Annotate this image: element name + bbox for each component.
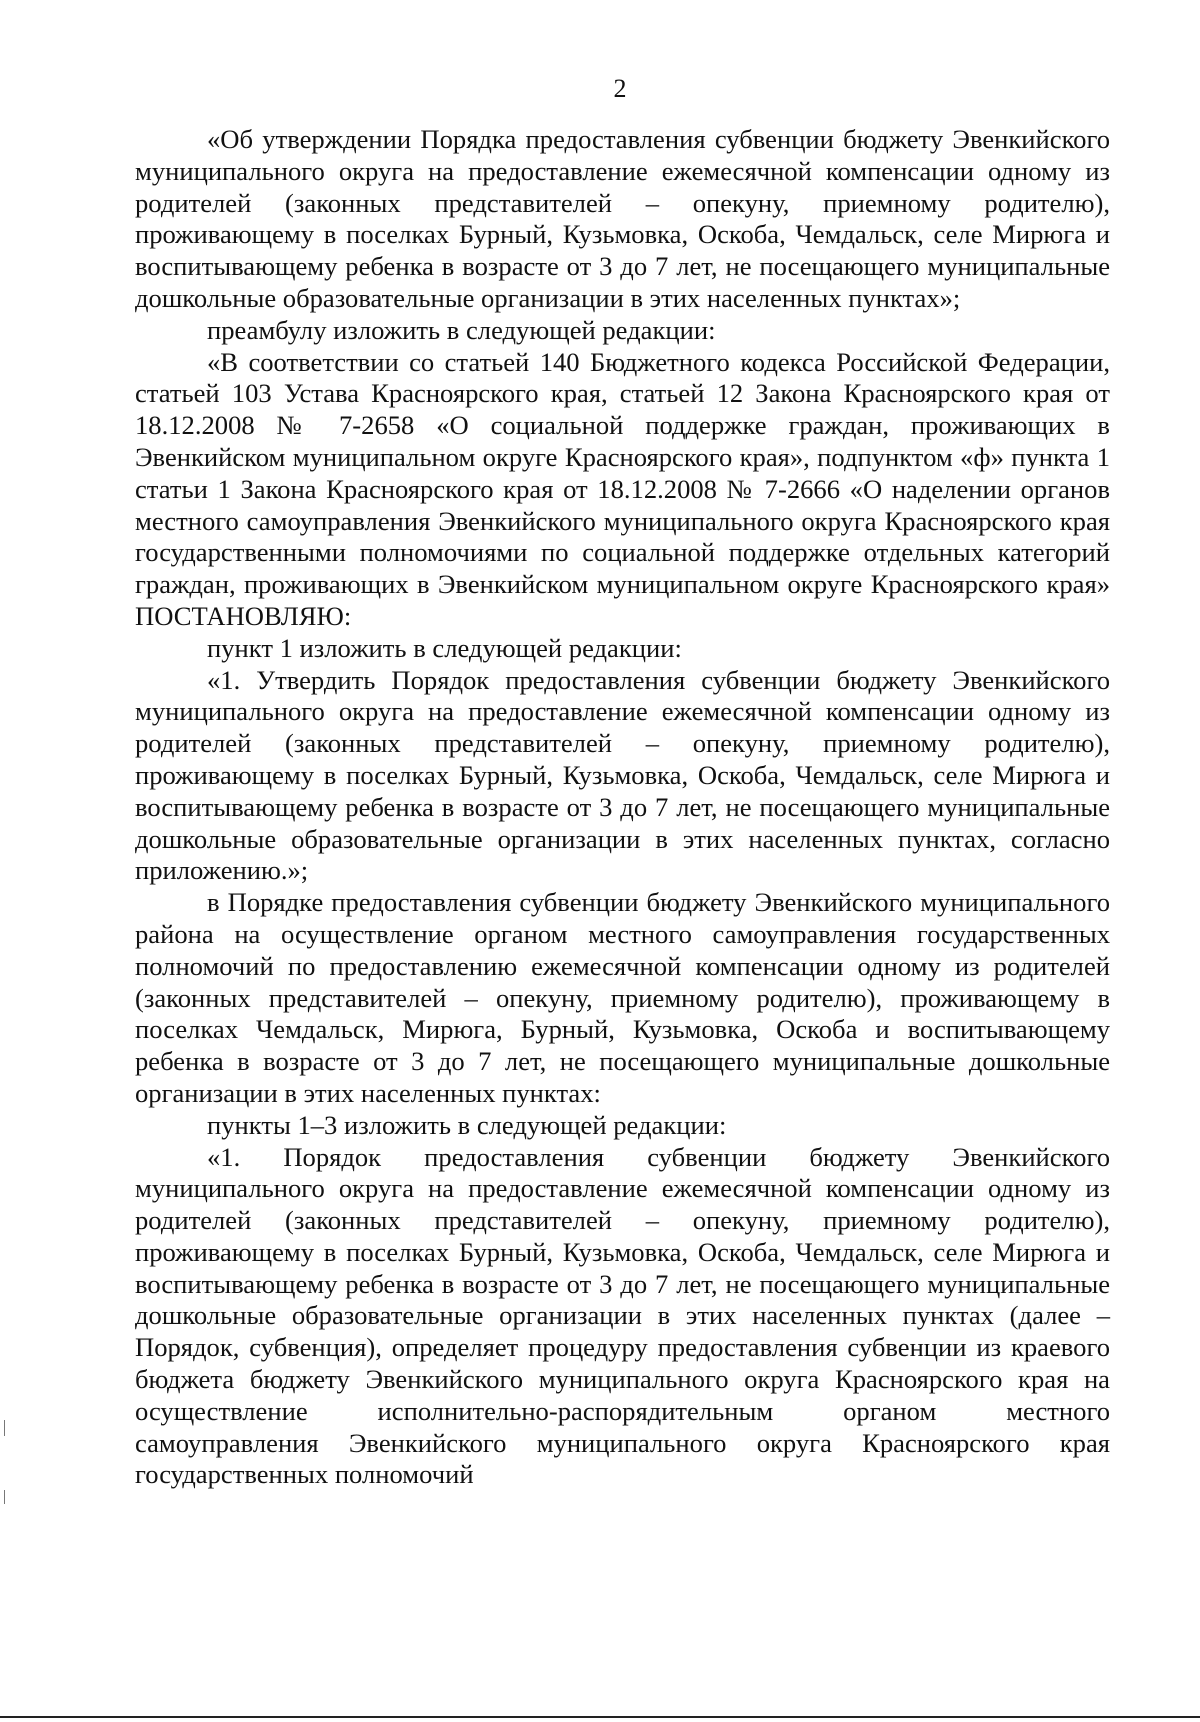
page-number: 2	[613, 74, 627, 103]
paragraph-points1-3-instruction: пункты 1–3 изложить в следующей редакции:	[207, 1109, 727, 1140]
paragraph-order-reference: в Порядке предоставления субвенции бюджету Эвенкийского муниципального района на осуществление органом местного самоуправления государственных полномочий по предоставлению ежемесячной компенсации одному из родителей (законных представителей – опекуну, приемному родителю), проживающему в поселках Чемдальск, Мирюга, Бурный, Кузьмовка, Оскоба и воспитывающему ребенка в возрасте от 3 до 7 лет, не посещающего муниципальные дошкольные организации в этих населенных пунктах:	[135, 887, 1110, 1108]
paragraph-preamble-text: «В соответствии со статьей 140 Бюджетного кодекса Российской Федерации, статьей 103 Устава Красноярского края, статьей 12 Закона Красноярского края от 18.12.2008 № 7-2658 «О социальной поддержке граждан, проживающих в Эвенкийском муниципальном округе Красноярского края», подпунктом «ф» пункта 1 статьи 1 Закона Красноярского края от 18.12.2008 № 7-2666 «О наделении органов местного самоуправления Эвенкийского муниципального округа Красноярского края государственными полномочиями по социальной поддержке отдельных категорий граждан, проживающих в Эвенкийском муниципальном округе Красноярского края» ПОСТАНОВЛЯЮ:	[135, 346, 1110, 631]
paragraph-preamble-instruction: преамбулу изложить в следующей редакции:	[207, 314, 716, 345]
document-body	[135, 124, 1110, 1491]
scan-margin-mark	[4, 1490, 5, 1504]
scan-edge-line	[0, 1716, 1200, 1718]
paragraph-point1-text: «1. Утвердить Порядок предоставления субвенции бюджету Эвенкийского муниципального округа на предоставление ежемесячной компенсации одному из родителей (законных представителей – опекуну, приемному родителю), проживающему в поселках Бурный, Кузьмовка, Оскоба, Чемдальск, селе Мирюга и воспитывающему ребенка в возрасте от 3 до 7 лет, не посещающего муниципальные дошкольные образовательные организации в этих населенных пунктах, согласно приложению.»;	[135, 664, 1110, 886]
paragraph-point1-instruction: пункт 1 изложить в следующей редакции:	[207, 632, 682, 663]
scan-margin-mark	[4, 1420, 5, 1436]
paragraph-points1-3-text: «1. Порядок предоставления субвенции бюджету Эвенкийского муниципального округа на предоставление ежемесячной компенсации одному из родителей (законных представителей – опекуну, приемному родителю), проживающему в поселках Бурный, Кузьмовка, Оскоба, Чемдальск, селе Мирюга и воспитывающему ребенка в возрасте от 3 до 7 лет, не посещающего муниципальные дошкольные образовательные организации в этих населенных пунктах (далее – Порядок, субвенция), определяет процедуру предоставления субвенции из краевого бюджета бюджету Эвенкийского муниципального округа Красноярского края на осуществление исполнительно-распорядительным органом местного самоуправления Эвенкийского муниципального округа Красноярского края государственных полномочий	[135, 1141, 1110, 1490]
paragraph-title-quote: «Об утверждении Порядка предоставления субвенции бюджету Эвенкийского муниципального округа на предоставление ежемесячной компенсации одному из родителей (законных представителей – опекуну, приемному родителю), проживающему в поселках Бурный, Кузьмовка, Оскоба, Чемдальск, селе Мирюга и воспитывающему ребенка в возрасте от 3 до 7 лет, не посещающего муниципальные дошкольные образовательные организации в этих населенных пунктах»;	[135, 124, 1110, 313]
